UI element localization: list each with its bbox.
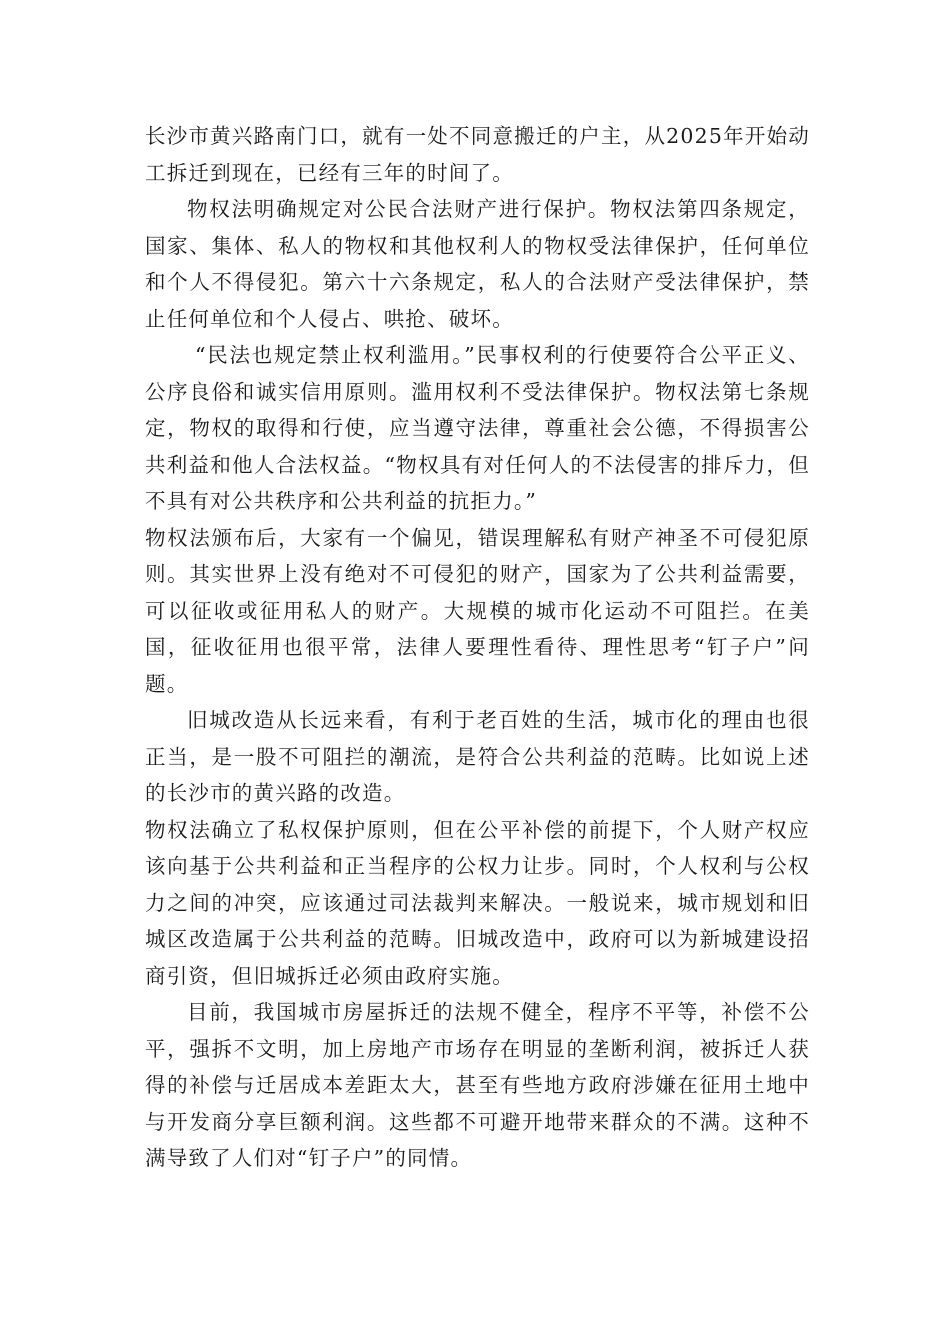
paragraph-6: 物权法确立了私权保护原则，但在公平补偿的前提下，个人财产权应该向基于公共利益和正当程序的公权力让步。同时，个人权利与公权力之间的冲突，应该通过司法裁判来解决。一般说来，城市规划和旧城区改造属于公共利益的范畴。旧城改造中，政府可以为新城建设招商引资，但旧城拆迁必须由政府实施。: [145, 817, 810, 988]
paragraph-4: 物权法颁布后，大家有一个偏见，错误理解私有财产神圣不可侵犯原则。其实世界上没有绝对不可侵犯的财产，国家为了公共利益需要，可以征收或征用私人的财产。大规模的城市化运动不可阻拦。在美国，征收征用也很平常，法律人要理性看待、理性思考“钉子户”问题。: [145, 525, 810, 696]
paragraph-2: 物权法明确规定对公民合法财产进行保护。物权法第四条规定，国家、集体、私人的物权和其他权利人的物权受法律保护，任何单位和个人不得侵犯。第六十六条规定，私人的合法财产受法律保护，禁止任何单位和个人侵占、哄抢、破坏。: [145, 197, 810, 331]
paragraph-7: 目前，我国城市房屋拆迁的法规不健全，程序不平等，补偿不公平，强拆不文明，加上房地产市场存在明显的垄断利润，被拆迁人获得的补偿与迁居成本差距太大，甚至有些地方政府涉嫌在征用土地中与开发商分享巨额利润。这些都不可避开地带来群众的不满。这种不满导致了人们对“钉子户”的同情。: [145, 1000, 810, 1170]
document-body: [145, 118, 810, 1177]
paragraph-1: 长沙市黄兴路南门口，就有一处不同意搬迁的户主，从2025年开始动工拆迁到现在，已经有三年的时间了。: [145, 124, 810, 185]
paragraph-5: 旧城改造从长远来看，有利于老百姓的生活，城市化的理由也很正当，是一股不可阻拦的潮流，是符合公共利益的范畴。比如说上述的长沙市的黄兴路的改造。: [145, 708, 810, 805]
paragraph-3: “民法也规定禁止权利滥用。”民事权利的行使要符合公平正义、公序良俗和诚实信用原则。滥用权利不受法律保护。物权法第七条规定，物权的取得和行使，应当遵守法律，尊重社会公德，不得损害公共利益和他人合法权益。“物权具有对任何人的不法侵害的排斥力，但不具有对公共秩序和公共利益的抗拒力。”: [145, 343, 810, 513]
